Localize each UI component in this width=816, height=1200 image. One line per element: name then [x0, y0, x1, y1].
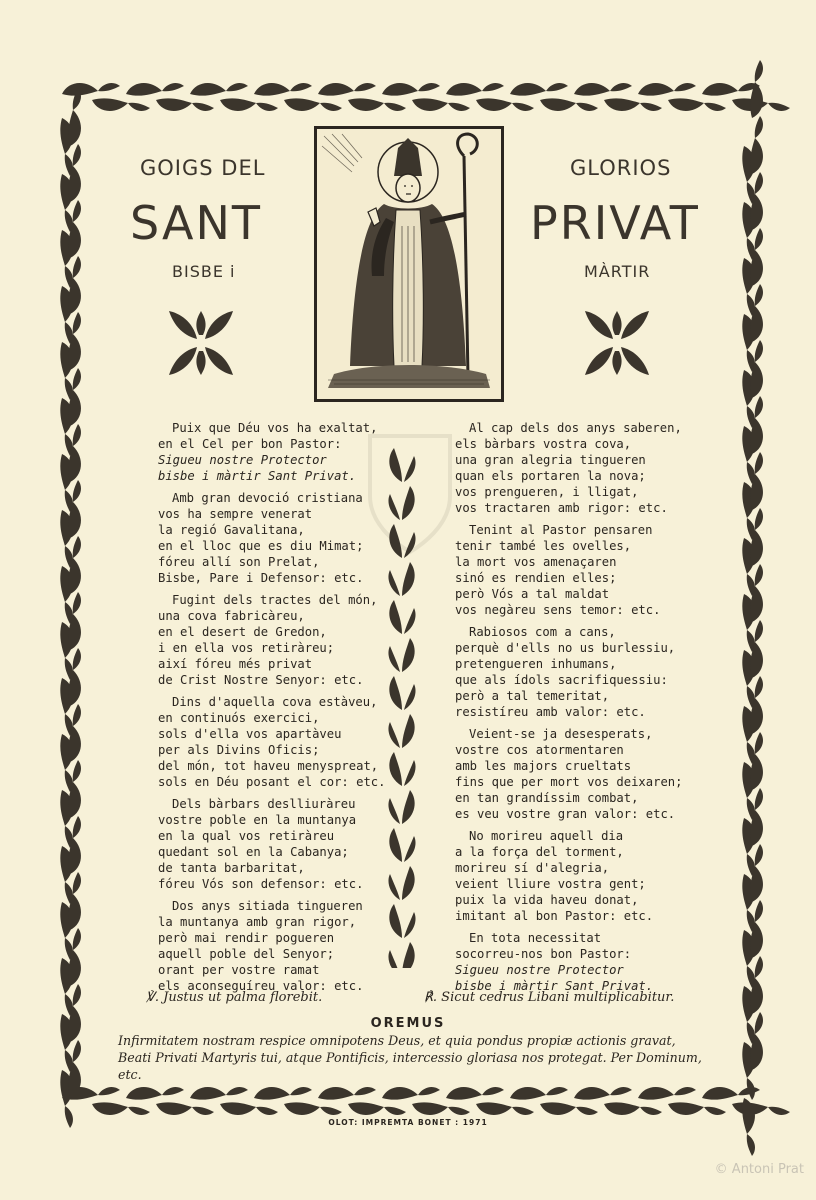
poem-line: Amb gran devoció cristiana	[172, 491, 363, 505]
poem-line: i en ella vos retiràreu;	[158, 641, 335, 655]
poem-line: Fugint dels tractes del món,	[172, 593, 378, 607]
poem-line: a la força del torment,	[455, 845, 624, 859]
printer-line: OLOT: IMPREMTA BONET : 1971	[328, 1118, 488, 1127]
poem-line: la muntanya amb gran rigor,	[158, 915, 357, 929]
poem-line: socorreu-nos bon Pastor:	[455, 947, 632, 961]
poem-line: en el lloc que es diu Mimat;	[158, 539, 364, 553]
poem-line: vos tractaren amb rigor: etc.	[455, 501, 668, 515]
poem-line: que als ídols sacrifiquessiu:	[455, 673, 668, 687]
poem-line: resistíreu amb valor: etc.	[455, 705, 646, 719]
poem-line: Dels bàrbars deslliuràreu	[172, 797, 356, 811]
poem-line: però a tal temeritat,	[455, 689, 610, 703]
poem-line: els aconseguíreu valor: etc.	[158, 979, 364, 993]
poem-line: en el Cel per bon Pastor:	[158, 437, 342, 451]
poem-line: sols d'ella vos apartàveu	[158, 727, 342, 741]
title-privat: PRIVAT	[530, 196, 700, 250]
poem-line: de tanta barbaritat,	[158, 861, 305, 875]
poem-line: vos prengueren, i lligat,	[455, 485, 639, 499]
poem-line: del món, tot haveu menyspreat,	[158, 759, 379, 773]
poem-line: En tota necessitat	[469, 931, 602, 945]
poem-line: Sigueu nostre Protector	[158, 453, 327, 467]
poem-line: Veient-se ja desesperats,	[469, 727, 653, 741]
poem-right-column	[455, 420, 683, 994]
poem-line: vos ha sempre venerat	[158, 507, 313, 521]
poem-line: però mai rendir pogueren	[158, 931, 335, 945]
poem-line: tenir també les ovelles,	[455, 539, 632, 553]
poem-line: la mort vos amenaçaren	[455, 555, 617, 569]
poem-line: perquè d'ells no us burlessiu,	[455, 641, 676, 655]
four-leaf-ornament-icon	[582, 308, 652, 378]
poem-line: bisbe i màrtir Sant Privat.	[455, 979, 654, 993]
poem-line: en continuós exercici,	[158, 711, 320, 725]
poem-line: la regió Gavalitana,	[158, 523, 305, 537]
poem-line: fóreu allí son Prelat,	[158, 555, 320, 569]
title-sant: SANT	[130, 196, 263, 250]
poem-line: sinó es rendien elles;	[455, 571, 617, 585]
poem-line: vostre poble en la muntanya	[158, 813, 357, 827]
title-bisbe: BISBE i	[172, 262, 236, 281]
poem-line: Bisbe, Pare i Defensor: etc.	[158, 571, 364, 585]
poem-line: Tenint al Pastor pensaren	[469, 523, 653, 537]
versicle: ℣. Justus ut palma florebit.	[146, 990, 323, 1005]
poem-line: Rabiosos com a cans,	[469, 625, 616, 639]
oremus-text: Infirmitatem nostram respice omnipotens Deus, et quia pondus propiæ actionis gravat, Beati Privati Martyris tui, atque Pontificis, intercessio gloriasa nos protegat. Per Dominum, etc.	[118, 1033, 702, 1082]
poem-line: aquell poble del Senyor;	[158, 947, 335, 961]
title-goigs-del: GOIGS DEL	[140, 156, 266, 180]
poem-line: Dos anys sitiada tingueren	[172, 899, 363, 913]
poem-line: en el desert de Gredon,	[158, 625, 327, 639]
poem-line: morireu sí d'alegria,	[455, 861, 610, 875]
poem-line: així fóreu més privat	[158, 657, 313, 671]
leaf-divider-icon	[384, 448, 420, 968]
poem-line: imitant al bon Pastor: etc.	[455, 909, 654, 923]
poem-line: fins que per mort vos deixaren;	[455, 775, 683, 789]
copyright-watermark: © Antoni Prat	[714, 1162, 804, 1177]
poem-line: Sigueu nostre Protector	[455, 963, 624, 977]
poem-line: bisbe i màrtir Sant Privat.	[158, 469, 357, 483]
poem-line: vos negàreu sens temor: etc.	[455, 603, 661, 617]
poem-line: quedant sol en la Cabanya;	[158, 845, 349, 859]
title-martir: MÀRTIR	[584, 262, 651, 281]
title-glorios: GLORIOS	[570, 156, 672, 180]
poem-left-column	[158, 420, 386, 994]
poem-line: veient lliure vostra gent;	[455, 877, 646, 891]
poem-line: quan els portaren la nova;	[455, 469, 646, 483]
poem-line: els bàrbars vostra cova,	[455, 437, 632, 451]
poem-line: Al cap dels dos anys saberen,	[469, 421, 682, 435]
poem-line: fóreu Vós son defensor: etc.	[158, 877, 364, 891]
saint-bishop-woodcut-icon	[314, 126, 504, 402]
poem-line: sols en Déu posant el cor: etc.	[158, 775, 386, 789]
poem-line: puix la vida haveu donat,	[455, 893, 639, 907]
poem-line: en la qual vos retiràreu	[158, 829, 335, 843]
poem-line: Dins d'aquella cova estàveu,	[172, 695, 378, 709]
poem-line: per als Divins Oficis;	[158, 743, 320, 757]
poem-line: es veu vostre gran valor: etc.	[455, 807, 676, 821]
response: ℟. Sicut cedrus Libani multiplicabitur.	[424, 990, 675, 1005]
poem-line: en tan grandíssim combat,	[455, 791, 639, 805]
poem-line: Puix que Déu vos ha exaltat,	[172, 421, 378, 435]
poem-line: de Crist Nostre Senyor: etc.	[158, 673, 364, 687]
oremus-title: OREMUS	[370, 1016, 446, 1031]
poem-line: pretengueren inhumans,	[455, 657, 617, 671]
poem-line: No morireu aquell dia	[469, 829, 624, 843]
four-leaf-ornament-icon	[166, 308, 236, 378]
poem-line: amb les majors crueltats	[455, 759, 632, 773]
poem-line: vostre cos atormentaren	[455, 743, 624, 757]
poem-line: orant per vostre ramat	[158, 963, 320, 977]
poem-line: una cova fabricàreu,	[158, 609, 305, 623]
poem-line: però Vós a tal maldat	[455, 587, 610, 601]
poem-line: una gran alegria tingueren	[455, 453, 646, 467]
